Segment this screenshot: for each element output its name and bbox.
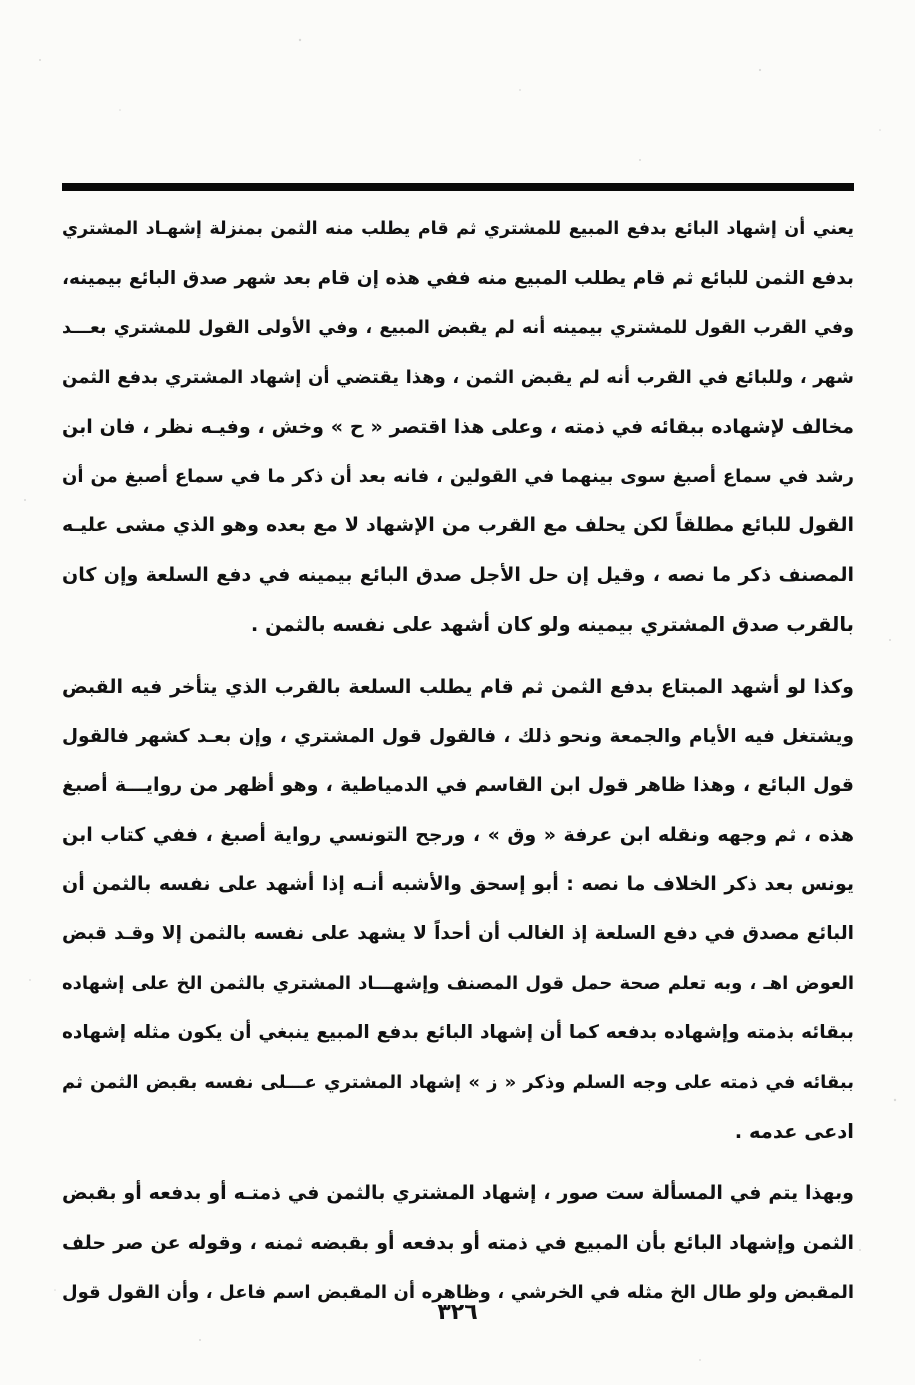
page-number: ٣٢٦ <box>437 1300 478 1325</box>
body-text <box>62 205 854 1318</box>
text-line: قول البائع ، وهذا ظاهر قول ابن القاسم في الدمياطية ، وهو أظهر من روايـــة أصبغ <box>62 774 854 797</box>
text-line: وفي القرب القول للمشتري بيمينه أنه لم يقبض المبيع ، وفي الأولى القول للمشتري بعـــد <box>62 317 854 338</box>
text-line: ادعى عدمه . <box>734 1120 854 1144</box>
text-line: بدفع الثمن للبائع ثم قام يطلب المبيع منه ففي هذه إن قام بعد شهر صدق البائع بيمينه، <box>62 268 854 290</box>
text-line: المقبض ولو طال الخ مثله في الخرشي ، وظاهره أن المقبض اسم فاعل ، وأن القول قول <box>62 1282 854 1304</box>
paragraph-3 <box>62 1169 854 1317</box>
text-line: ببقائه بذمته وإشهاده بدفعه كما أن إشهاد البائع بدفع المبيع ينبغي أن يكون مثله إشهاده <box>62 1022 854 1044</box>
text-line: القول للبائع مطلقاً لكن يحلف مع القرب من الإشهاد لا مع بعده وهو الذي مشى عليـه <box>62 514 854 537</box>
text-line: رشد في سماع أصبغ سوى بينهما في القولين ، فانه بعد أن ذكر ما في سماع أصبغ من أن <box>62 465 854 487</box>
text-line: وبهذا يتم في المسألة ست صور ، إشهاد المشتري بالثمن في ذمتـه أو بدفعه أو بقبض <box>62 1182 854 1205</box>
text-line: ببقائه في ذمته على وجه السلم وذكر « ز » إشهاد المشتري عـــلى نفسه بقبض الثمن ثم <box>62 1071 854 1093</box>
text-line: يعني أن إشهاد البائع بدفع المبيع للمشتري ثم قام يطلب منه الثمن بمنزلة إشهـاد المشتري <box>62 219 854 239</box>
header-rule <box>62 183 854 191</box>
text-line: ويشتغل فيه الأيام والجمعة ونحو ذلك ، فالقول قول المشتري ، وإن بعـد كشهر فالقول <box>62 725 854 747</box>
text-line: هذه ، ثم وجهه ونقله ابن عرفة « وق » ، ورجح التونسي رواية أصبغ ، ففي كتاب ابن <box>62 823 854 846</box>
text-line: وكذا لو أشهد المبتاع بدفع الثمن ثم قام يطلب السلعة بالقرب الذي يتأخر فيه القبض <box>62 675 854 698</box>
paragraph-1 <box>62 205 854 650</box>
paragraph-2 <box>62 663 854 1157</box>
text-line: البائع مصدق في دفع السلعة إذ الغالب أن أحداً لا يشهد على نفسه بالثمن إلا وقـد قبض <box>62 923 854 945</box>
text-line: مخالف لإشهاده ببقائه في ذمته ، وعلى هذا اقتصر « ح » وخش ، وفيـه نظر ، فان ابن <box>62 415 854 438</box>
text-line: يونس بعد ذكر الخلاف ما نصه : أبو إسحق والأشبه أنـه إذا أشهد على نفسه بالثمن أن <box>62 873 854 896</box>
text-line: بالقرب صدق المشتري بيمينه ولو كان أشهد على نفسه بالثمن . <box>250 613 854 637</box>
text-line: شهر ، وللبائع في القرب أنه لم يقبض الثمن ، وهذا يقتضي أن إشهاد المشتري بدفع الثمن <box>62 367 854 389</box>
text-line: المصنف ذكر ما نصه ، وقيل إن حل الأجل صدق البائع بيمينه في دفع السلعة وإن كان <box>62 563 854 586</box>
text-line: العوض اهـ ، وبه تعلم صحة حمل قول المصنف وإشهـــاد المشتري بالثمن الخ على إشهاده <box>62 972 854 994</box>
text-line: الثمن وإشهاد البائع بأن المبيع في ذمته أو بدفعه أو بقبضه ثمنه ، وقوله عن صر حلف <box>62 1231 854 1254</box>
